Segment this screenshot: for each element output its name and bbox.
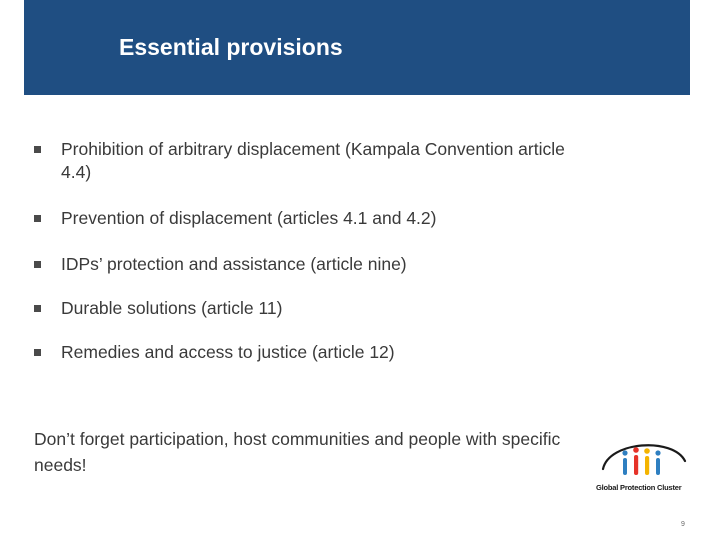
square-bullet-icon: [34, 215, 41, 222]
list-item-text: Durable solutions (article 11): [61, 298, 283, 318]
square-bullet-icon: [34, 305, 41, 312]
reminder-note: Don’t forget participation, host communities and people with specific needs!: [34, 429, 561, 475]
square-bullet-icon: [34, 349, 41, 356]
slide-title: Essential provisions: [119, 34, 343, 60]
list-item-text: Prohibition of arbitrary displacement (Kampala Convention article 4.4): [61, 139, 565, 182]
list-item-text: IDPs’ protection and assistance (article nine): [61, 254, 407, 274]
provisions-list: [34, 138, 594, 364]
list-item: [34, 253, 594, 276]
logo-caption: Global Protection Cluster: [596, 483, 682, 492]
list-item: [34, 138, 594, 184]
square-bullet-icon: [34, 261, 41, 268]
list-item-text: Prevention of displacement (articles 4.1 and 4.2): [61, 208, 437, 228]
page-number: 9: [681, 521, 685, 528]
title-banner: [24, 0, 690, 95]
list-item: [34, 341, 594, 364]
square-bullet-icon: [34, 146, 41, 153]
list-item: [34, 207, 594, 230]
list-item-text: Remedies and access to justice (article 12): [61, 342, 395, 362]
list-item: [34, 297, 594, 320]
